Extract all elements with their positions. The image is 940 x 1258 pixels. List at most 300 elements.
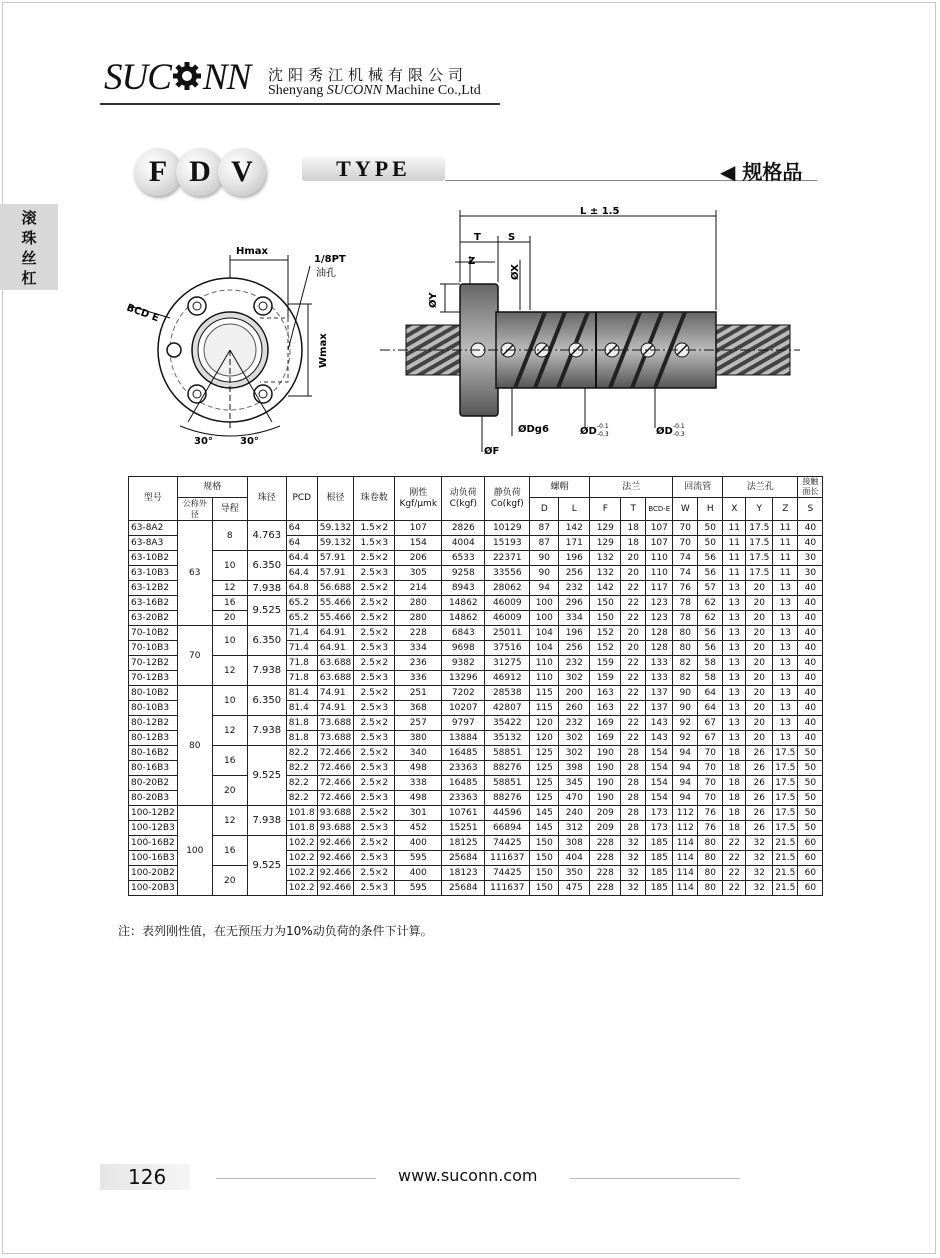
table-cell: 37516 [485,641,530,656]
table-cell: 6843 [442,626,485,641]
table-cell: 169 [590,716,621,731]
table-cell: 32 [621,881,646,896]
table-cell: 21.5 [773,836,798,851]
table-cell: 100-12B2 [129,806,178,821]
table-cell: 93.688 [317,806,354,821]
table-cell: 71.4 [286,641,317,656]
table-cell: 20 [621,566,646,581]
table-cell: 2.5×2 [354,836,395,851]
table-cell: 111637 [485,881,530,896]
table-cell: 133 [646,656,673,671]
table-cell: 13 [723,641,746,656]
table-cell: 9382 [442,656,485,671]
table-cell: 22 [621,581,646,596]
table-cell: 76 [698,806,723,821]
table-cell: 125 [530,746,559,761]
table-cell: 102.2 [286,866,317,881]
col-S: S [798,498,823,521]
col-flange: 法兰 [590,477,673,498]
t-label: T [474,232,481,243]
s-label: S [508,232,516,243]
table-cell: 125 [530,791,559,806]
table-cell: 76 [673,581,698,596]
table-cell: 80-20B2 [129,776,178,791]
table-cell: 62 [698,596,723,611]
table-cell: 7.938 [247,716,286,746]
table-cell: 6533 [442,551,485,566]
f-label: ØF [484,446,500,457]
type-letter-ball: F [134,148,182,196]
table-cell: 22 [621,671,646,686]
table-cell: 114 [673,836,698,851]
table-cell: 10 [212,551,247,581]
col-rigid: 刚性 Kgf/μmk [395,477,442,521]
table-cell: 22 [723,881,746,896]
table-cell: 18 [723,791,746,806]
table-cell: 114 [673,866,698,881]
table-cell: 163 [590,686,621,701]
table-cell: 40 [798,581,823,596]
col-circuits: 珠卷数 [354,477,395,521]
table-cell: 82.2 [286,791,317,806]
table-cell: 107 [395,521,442,536]
table-cell: 23363 [442,761,485,776]
table-cell: 92.466 [317,836,354,851]
table-cell: 154 [646,746,673,761]
table-cell: 152 [590,626,621,641]
table-cell: 404 [559,851,590,866]
table-cell: 13 [723,686,746,701]
table-cell: 132 [590,551,621,566]
table-cell: 206 [395,551,442,566]
table-cell: 16 [212,596,247,611]
table-cell: 72.466 [317,761,354,776]
table-cell: 20 [212,611,247,626]
table-cell: 64.4 [286,551,317,566]
table-cell: 58 [698,671,723,686]
table-cell: 498 [395,791,442,806]
table-cell: 143 [646,731,673,746]
table-cell: 102.2 [286,851,317,866]
page-number: 126 [100,1164,190,1190]
table-cell: 150 [530,851,559,866]
table-cell: 92.466 [317,866,354,881]
table-cell: 13 [723,611,746,626]
company-name-cn: 沈阳秀江机械有限公司 [268,66,469,84]
wmax-label: Wmax [318,333,329,368]
length-label: L ± 1.5 [580,206,620,217]
table-cell: 20 [621,551,646,566]
company-logo: SUC NN [104,58,250,101]
table-cell: 102.2 [286,836,317,851]
table-cell: 452 [395,821,442,836]
table-cell: 6.350 [247,626,286,656]
table-cell: 100 [530,611,559,626]
table-cell: 336 [395,671,442,686]
table-cell: 398 [559,761,590,776]
table-cell: 2.5×3 [354,701,395,716]
table-cell: 30 [798,566,823,581]
table-cell: 2.5×2 [354,551,395,566]
table-cell: 2826 [442,521,485,536]
col-nominal: 公称外径 [177,498,212,521]
table-cell: 56 [698,641,723,656]
table-cell: 2.5×2 [354,776,395,791]
table-row [129,836,823,851]
table-cell: 92.466 [317,851,354,866]
table-cell: 13 [723,716,746,731]
table-cell: 80-10B2 [129,686,178,701]
table-cell: 57 [698,581,723,596]
table-cell: 334 [559,611,590,626]
table-cell: 18 [723,821,746,836]
table-cell: 171 [559,536,590,551]
table-cell: 76 [698,821,723,836]
table-cell: 301 [395,806,442,821]
table-cell: 228 [590,881,621,896]
table-cell: 251 [395,686,442,701]
table-cell: 40 [798,536,823,551]
table-cell: 2.5×3 [354,566,395,581]
table-cell: 173 [646,821,673,836]
table-cell: 9.525 [247,746,286,806]
dg6-label: ØDg6 [518,424,549,435]
table-cell: 20 [746,626,773,641]
table-cell: 56 [698,551,723,566]
table-cell: 232 [559,581,590,596]
table-cell: 18 [723,776,746,791]
table-cell: 9.525 [247,836,286,896]
table-cell: 58851 [485,776,530,791]
table-cell: 185 [646,866,673,881]
table-cell: 80-12B3 [129,731,178,746]
table-cell: 9258 [442,566,485,581]
table-cell: 10129 [485,521,530,536]
table-cell: 71.8 [286,671,317,686]
table-cell: 2.5×3 [354,851,395,866]
table-cell: 123 [646,596,673,611]
table-cell: 40 [798,671,823,686]
table-cell: 13 [773,596,798,611]
table-cell: 13884 [442,731,485,746]
table-cell: 100-12B3 [129,821,178,836]
table-cell: 11 [773,536,798,551]
col-F: F [590,498,621,521]
table-cell: 32 [621,866,646,881]
table-cell: 64 [286,521,317,536]
table-cell: 400 [395,836,442,851]
table-cell: 159 [590,671,621,686]
table-cell: 1.5×2 [354,521,395,536]
table-cell: 40 [798,716,823,731]
table-cell: 150 [530,866,559,881]
col-nut: 螺帽 [530,477,590,498]
col-D: D [530,498,559,521]
spec-label: ◀ 规格品 [720,160,803,184]
table-cell: 40 [798,686,823,701]
table-cell: 20 [746,671,773,686]
table-cell: 22 [621,701,646,716]
table-cell: 28 [621,746,646,761]
table-cell: 2.5×3 [354,791,395,806]
hmax-label: Hmax [236,246,268,257]
col-root: 根径 [317,477,354,521]
table-cell: 154 [646,791,673,806]
table-cell: 17.5 [773,791,798,806]
table-cell: 74 [673,551,698,566]
table-cell: 115 [530,686,559,701]
table-cell: 26 [746,746,773,761]
table-cell: 23363 [442,791,485,806]
table-cell: 110 [530,656,559,671]
table-cell: 2.5×3 [354,881,395,896]
table-cell: 117 [646,581,673,596]
table-cell: 82.2 [286,776,317,791]
table-cell: 58 [698,656,723,671]
table-cell: 94 [673,746,698,761]
table-cell: 80-16B3 [129,761,178,776]
table-cell: 21.5 [773,866,798,881]
table-cell: 228 [395,626,442,641]
table-cell: 2.5×2 [354,656,395,671]
table-cell: 65.2 [286,611,317,626]
table-cell: 13 [773,611,798,626]
table-cell: 32 [746,851,773,866]
table-cell: 63.688 [317,656,354,671]
table-cell: 302 [559,671,590,686]
table-cell: 112 [673,821,698,836]
table-cell: 125 [530,776,559,791]
table-cell: 595 [395,881,442,896]
table-cell: 87 [530,521,559,536]
table-cell: 63 [177,521,212,626]
table-cell: 128 [646,641,673,656]
table-cell: 28538 [485,686,530,701]
table-cell: 73.688 [317,731,354,746]
table-cell: 20 [746,701,773,716]
col-lead: 导程 [212,498,247,521]
table-cell: 72.466 [317,791,354,806]
d2-label: ØD [656,426,673,437]
table-cell: 30 [798,551,823,566]
z-label: Z [468,256,476,267]
table-cell: 22371 [485,551,530,566]
col-flange-hole: 法兰孔 [723,477,798,498]
table-cell: 70 [673,521,698,536]
table-cell: 115 [530,701,559,716]
table-cell: 50 [798,791,823,806]
table-cell: 70-10B2 [129,626,178,641]
table-cell: 190 [590,761,621,776]
table-cell: 26 [746,806,773,821]
table-cell: 80-10B3 [129,701,178,716]
y-label: ØY [428,292,439,308]
table-cell: 12 [212,581,247,596]
table-cell: 81.8 [286,716,317,731]
table-cell: 100 [530,596,559,611]
table-cell: 190 [590,776,621,791]
footer-url: www.suconn.com [398,1166,538,1185]
table-cell: 56.688 [317,581,354,596]
d2-tol-upper: -0.1 [673,423,685,430]
table-cell: 190 [590,791,621,806]
table-cell: 11 [773,551,798,566]
table-cell: 40 [798,596,823,611]
table-cell: 129 [590,536,621,551]
table-cell: 102.2 [286,881,317,896]
footnote: 注：表列刚性值，在无预压力为10%动负荷的条件下计算。 [118,924,433,938]
table-cell: 16 [212,836,247,866]
table-cell: 94 [673,791,698,806]
table-cell: 280 [395,596,442,611]
table-cell: 11 [723,566,746,581]
table-cell: 150 [530,836,559,851]
table-cell: 20 [746,686,773,701]
table-cell: 260 [559,701,590,716]
col-BCD: BCD-E [646,498,673,521]
table-cell: 17.5 [746,551,773,566]
col-L: L [559,498,590,521]
table-cell: 80 [673,626,698,641]
table-cell: 82 [673,656,698,671]
table-cell: 25684 [442,881,485,896]
table-cell: 74425 [485,836,530,851]
table-cell: 90 [530,551,559,566]
footer-rule-left [216,1178,376,1179]
table-cell: 35422 [485,716,530,731]
table-cell: 2.5×2 [354,581,395,596]
table-cell: 142 [559,521,590,536]
table-cell: 26 [746,821,773,836]
table-cell: 13 [773,731,798,746]
table-cell: 32 [746,866,773,881]
table-cell: 1.5×3 [354,536,395,551]
table-cell: 50 [798,761,823,776]
col-pcd: PCD [286,477,317,521]
table-cell: 26 [746,761,773,776]
table-cell: 368 [395,701,442,716]
table-cell: 63-20B2 [129,611,178,626]
table-cell: 214 [395,581,442,596]
table-cell: 196 [559,626,590,641]
table-cell: 22 [621,731,646,746]
gear-logo-icon [171,60,203,101]
table-cell: 17.5 [773,806,798,821]
table-cell: 101.8 [286,821,317,836]
table-cell: 80 [698,851,723,866]
table-cell: 62 [698,611,723,626]
d1-label: ØD [580,426,597,437]
table-cell: 11 [773,566,798,581]
table-cell: 8 [212,521,247,551]
table-cell: 20 [746,716,773,731]
table-cell: 10761 [442,806,485,821]
d1-tol-lower: -0.3 [597,431,609,438]
table-cell: 169 [590,731,621,746]
table-cell: 40 [798,521,823,536]
col-contact: 接触面长 [798,477,823,498]
table-cell: 64.91 [317,641,354,656]
table-cell: 80 [698,836,723,851]
table-cell: 28 [621,776,646,791]
table-cell: 74425 [485,866,530,881]
table-cell: 236 [395,656,442,671]
table-cell: 90 [673,686,698,701]
table-cell: 123 [646,611,673,626]
table-cell: 63-16B2 [129,596,178,611]
table-row [129,581,823,596]
table-cell: 82.2 [286,761,317,776]
table-cell: 13 [723,626,746,641]
table-cell: 67 [698,716,723,731]
table-cell: 308 [559,836,590,851]
table-cell: 64.4 [286,566,317,581]
table-cell: 17.5 [746,566,773,581]
table-cell: 70-10B3 [129,641,178,656]
table-cell: 2.5×2 [354,686,395,701]
table-cell: 110 [530,671,559,686]
table-cell: 60 [798,851,823,866]
table-cell: 13 [723,671,746,686]
d2-tol-lower: -0.3 [673,431,685,438]
table-cell: 20 [746,581,773,596]
table-cell: 100-16B3 [129,851,178,866]
col-spec: 规格 [177,477,247,498]
table-cell: 81.4 [286,686,317,701]
table-cell: 13 [773,671,798,686]
table-cell: 40 [798,641,823,656]
table-cell: 64 [286,536,317,551]
table-cell: 163 [590,701,621,716]
table-cell: 20 [746,596,773,611]
table-cell: 63-10B2 [129,551,178,566]
table-cell: 92 [673,716,698,731]
table-cell: 55.466 [317,596,354,611]
table-cell: 56 [698,626,723,641]
table-cell: 20 [212,776,247,806]
table-cell: 12 [212,716,247,746]
table-cell: 400 [395,866,442,881]
table-cell: 22 [621,686,646,701]
table-cell: 350 [559,866,590,881]
table-cell: 4004 [442,536,485,551]
table-cell: 16 [212,746,247,776]
table-cell: 82 [673,671,698,686]
table-cell: 16485 [442,776,485,791]
table-cell: 142 [590,581,621,596]
table-cell: 173 [646,806,673,821]
table-cell: 72.466 [317,746,354,761]
table-cell: 9797 [442,716,485,731]
table-cell: 50 [798,746,823,761]
table-cell: 114 [673,881,698,896]
table-cell: 32 [746,836,773,851]
table-cell: 80-16B2 [129,746,178,761]
table-cell: 185 [646,836,673,851]
table-cell: 296 [559,596,590,611]
table-cell: 14862 [442,611,485,626]
table-cell: 46009 [485,596,530,611]
table-cell: 2.5×2 [354,746,395,761]
table-cell: 2.5×3 [354,671,395,686]
table-cell: 18 [723,761,746,776]
table-cell: 90 [530,566,559,581]
table-cell: 31275 [485,656,530,671]
d1-tol-upper: -0.1 [597,423,609,430]
x-label: ØX [510,264,521,280]
table-cell: 74.91 [317,701,354,716]
table-cell: 125 [530,761,559,776]
